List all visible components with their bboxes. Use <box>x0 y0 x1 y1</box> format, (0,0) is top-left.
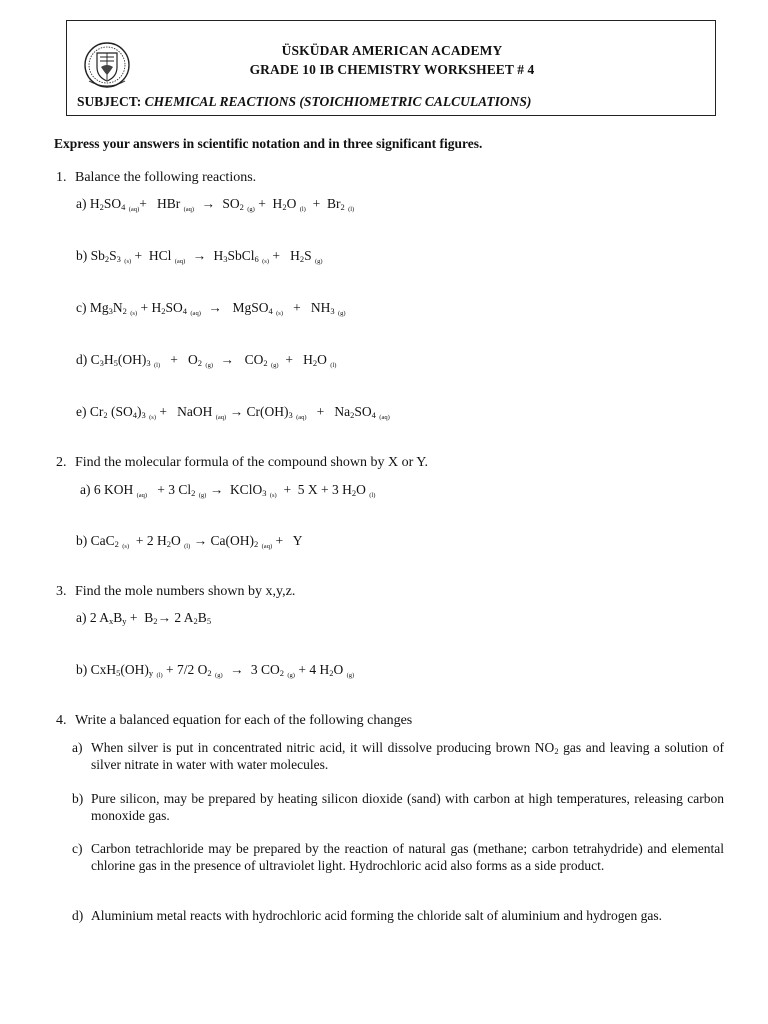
question-4b <box>72 790 724 824</box>
item-label: c) <box>72 841 83 856</box>
equation-2a: a) 6 KOH $_{(aq)}$ + 3 $Cl_2$ $_{(g)}$ → KClO$_3$ $_{(s)}$ + 5 X + 3 $H_2O$ $_{(l)}$ <box>80 482 376 499</box>
item-label: b) <box>76 533 88 548</box>
item-label: b) <box>72 791 84 806</box>
item-label: a) <box>80 482 91 497</box>
subject-label: SUBJECT: <box>77 94 142 109</box>
subject-value: CHEMICAL REACTIONS (STOICHIOMETRIC CALCULATIONS) <box>144 94 532 109</box>
item-label: a) <box>72 740 83 755</box>
equation-1c: c) $Mg_3N_2$ $_{(s)} + H_2SO_4$ $_{(aq)}$ → MgSO$_4$ $_{(s)} + NH_3$ $_{(g)}$ <box>76 300 346 317</box>
worksheet-header <box>66 20 716 116</box>
item-label: c) <box>76 300 87 315</box>
worksheet-title: GRADE 10 IB CHEMISTRY WORKSHEET # 4 <box>249 62 535 77</box>
item-label: d) <box>72 908 84 923</box>
item-label: b) <box>76 662 88 677</box>
question-4c <box>72 840 724 874</box>
equation-1a: a) $H_2SO_4$ $_{(aq)}$+ HBr $_{(aq)} \to SO_2$ $_{(g)} + H_2O$ $_{(l)} + Br_2$ $_{(l)}$ <box>76 196 355 213</box>
equation-2b: b) CaC$_2$ $_{(s)}$ + 2 $H_2O$ $_{(l)} \to Ca(OH)_2$ $_{(aq)}$ + Y <box>76 533 303 550</box>
equation-3a: a) 2 $A_xB_y + B_2\to 2$ $A_2B_5$ <box>76 610 212 626</box>
question-number: 1. <box>56 170 67 185</box>
question-3 <box>56 584 295 600</box>
item-text: When silver is put in concentrated nitric acid, it will dissolve producing brown $NO_2$ gas and leaving a solution of silver nitrate in water with water molecules. <box>91 740 725 772</box>
question-1 <box>56 170 256 186</box>
question-number: 2. <box>56 455 67 470</box>
question-2 <box>56 455 428 471</box>
question-4a <box>72 739 724 773</box>
question-text: Write a balanced equation for each of the following changes <box>75 713 413 728</box>
school-name: ÜSKÜDAR AMERICAN ACADEMY <box>281 43 503 58</box>
question-text: Find the mole numbers shown by x,y,z. <box>75 584 296 599</box>
question-text: Balance the following reactions. <box>75 170 257 185</box>
subject-line <box>77 94 531 110</box>
question-4 <box>56 713 412 729</box>
question-number: 4. <box>56 713 67 728</box>
item-label: e) <box>76 404 87 419</box>
equation-1e: e) $Cr_2$ $(SO_4)_3$ $_{(s)}$ + NaOH $_{(aq)} \to Cr(OH)_3$ $_{(aq)} + Na_2SO_4$ $_{(aq)}$ <box>76 404 390 421</box>
equation-3b: b) $CxH_5(OH)_y$ $_{(l)}$ + 7/2 $O_2$ $_{(g)}$ → 3 $CO_2$ $_{(g)}$ + 4 $H_2O$ $_{(g)}$ <box>76 662 355 679</box>
question-text: Find the molecular formula of the compound shown by X or Y. <box>75 455 429 470</box>
item-text: Aluminium metal reacts with hydrochloric acid forming the chloride salt of aluminium and hydrogen gas. <box>91 908 662 923</box>
equation-1d: d) $C_3H_5(OH)_3$ $_{(l)} + O_2$ $_{(g)} \to CO_2$ $_{(g)} + H_2O$ $_{(l)}$ <box>76 352 337 369</box>
item-label: b) <box>76 248 88 263</box>
item-text: Pure silicon, may be prepared by heating silicon dioxide (sand) with carbon at high temperatures, releasing carbon monoxide gas. <box>91 791 724 823</box>
question-number: 3. <box>56 584 67 599</box>
item-label: d) <box>76 352 88 367</box>
instruction-text: Express your answers in scientific notation and in three significant figures. <box>54 136 483 151</box>
item-label: a) <box>76 610 87 625</box>
question-4d <box>72 907 724 924</box>
item-label: a) <box>76 196 87 211</box>
equation-1b: b) $Sb_2S_3$ $_{(s)}$ + HCl $_{(aq)} \to H_3SbCl_6$ $_{(s)} + H_2S$ $_{(g)}$ <box>76 248 323 265</box>
item-text: Carbon tetrachloride may be prepared by the reaction of natural gas (methane; carbon tetrahydride) and elemental chlorine gas in the presence of ultraviolet light. Hydrochloric acid also forms as a side product. <box>91 841 724 873</box>
